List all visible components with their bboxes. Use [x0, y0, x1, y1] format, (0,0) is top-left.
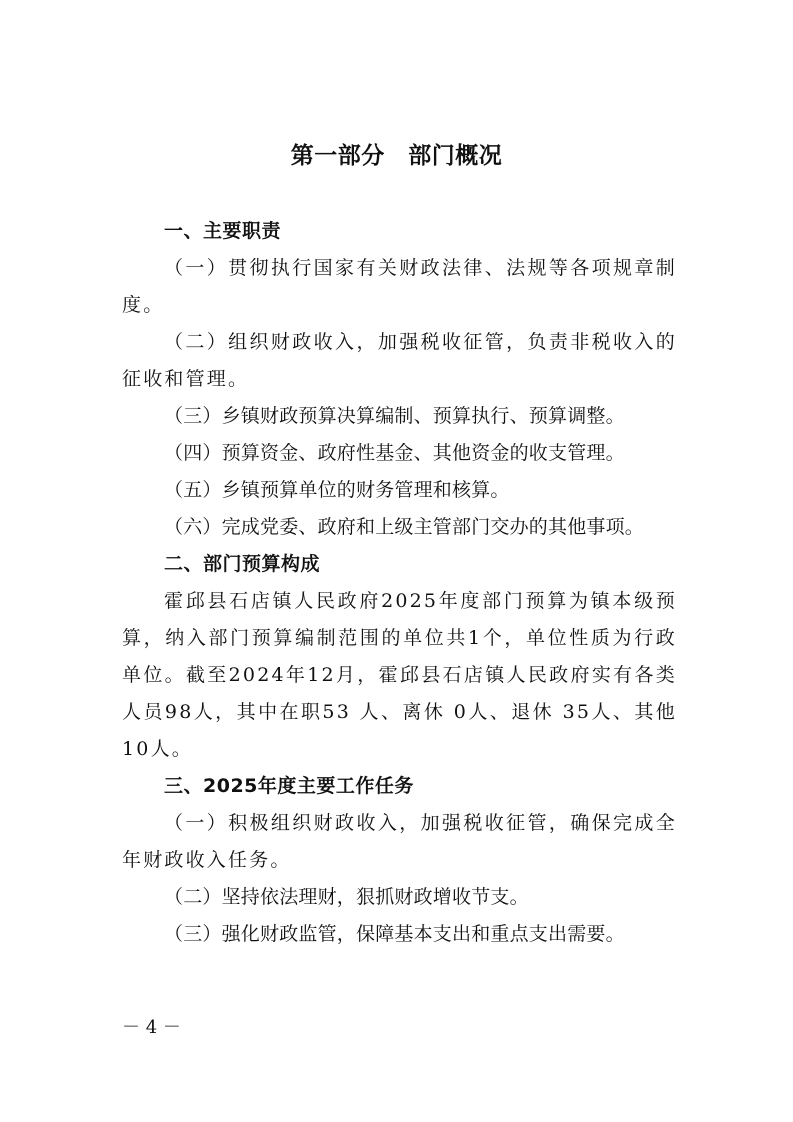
document-body	[122, 213, 677, 953]
section-heading-budget-composition: 二、部门预算构成	[164, 553, 321, 575]
task-item-1: （一）积极组织财政收入，加强税收征管，确保完成全年财政收入任务。	[122, 812, 677, 871]
duty-item-4: （四）预算资金、政府性基金、其他资金的收支管理。	[164, 442, 625, 464]
page-number: － 4 －	[122, 1017, 181, 1038]
duty-item-2: （二）组织财政收入，加强税收征管，负责非税收入的征收和管理。	[122, 331, 677, 390]
page-title: 第一部分 部门概况	[290, 143, 503, 169]
section-heading-work-tasks: 三、2025年度主要工作任务	[164, 775, 414, 797]
task-item-2: （二）坚持依法理财，狠抓财政增收节支。	[164, 886, 529, 908]
section-heading-duties: 一、主要职责	[164, 220, 282, 242]
task-item-3: （三）强化财政监管，保障基本支出和重点支出需要。	[164, 923, 625, 945]
duty-item-5: （五）乡镇预算单位的财务管理和核算。	[164, 479, 510, 501]
duty-item-6: （六）完成党委、政府和上级主管部门交办的其他事项。	[164, 516, 645, 538]
duty-item-3: （三）乡镇财政预算决算编制、预算执行、预算调整。	[164, 405, 625, 427]
duty-item-1: （一）贯彻执行国家有关财政法律、法规等各项规章制度。	[122, 257, 677, 316]
budget-composition-paragraph: 霍邱县石店镇人民政府2025年度部门预算为镇本级预算，纳入部门预算编制范围的单位共1个，单位性质为行政单位。截至2024年12月，霍邱县石店镇人民政府实有各类人员98人，其中在职53 人、离休 0人、退休 35人、其他10人。	[122, 590, 677, 760]
